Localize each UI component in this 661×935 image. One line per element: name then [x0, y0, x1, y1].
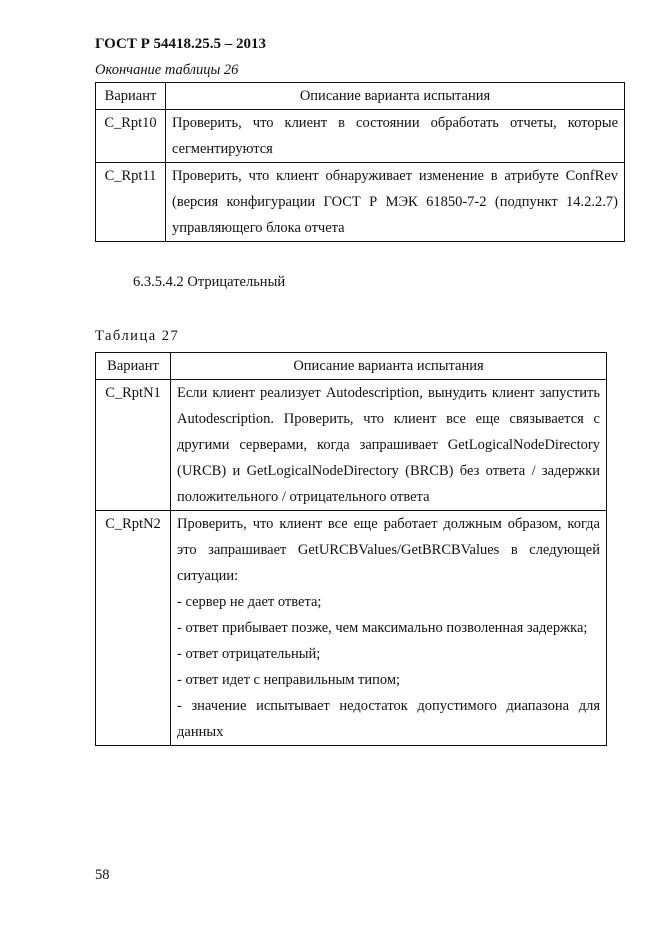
column-header-description: Описание варианта испытания: [166, 83, 625, 110]
section-title: 6.3.5.4.2 Отрицательный: [133, 274, 286, 290]
table-26: [95, 82, 625, 242]
description-cell: [171, 511, 607, 746]
list-item: - сервер не дает ответа;: [177, 594, 322, 610]
variant-cell: C_RptN2: [96, 511, 171, 746]
variant-cell: C_Rpt11: [96, 163, 166, 242]
table-27: [95, 352, 607, 746]
table-row: [96, 380, 607, 511]
column-header-variant: Вариант: [96, 83, 166, 110]
description-cell: Проверить, что клиент обнаруживает изменение в атрибуте ConfRev (версия конфигурации ГОСТ Р МЭК 61850-7-2 (подпункт 14.2.2.7) управляющего блока отчета: [166, 163, 625, 242]
list-item: - ответ прибывает позже, чем максимально позволенная задержка;: [177, 620, 588, 636]
table-continuation-caption: Окончание таблицы 26: [95, 62, 239, 78]
list-item: - значение испытывает недостаток допустимого диапазона для данных: [177, 698, 600, 740]
page-number: 58: [95, 867, 110, 883]
table-row: [96, 110, 625, 163]
column-header-variant: Вариант: [96, 353, 171, 380]
table-header-row: [96, 353, 607, 380]
document-header: ГОСТ Р 54418.25.5 – 2013: [95, 36, 267, 52]
list-item: - ответ отрицательный;: [177, 646, 321, 662]
variant-cell: C_Rpt10: [96, 110, 166, 163]
table-row: [96, 163, 625, 242]
table-caption: Таблица 27: [95, 328, 180, 344]
column-header-description: Описание варианта испытания: [171, 353, 607, 380]
description-cell: Если клиент реализует Autodescription, вынудить клиент запустить Autodescription. Проверить, что клиент все еще связывается с другими серверами, когда запрашивает GetLogicalNodeDirectory (URCB) и GetLogicalNodeDirectory (BRCB) без ответа / задержки положительного / отрицательного ответа: [171, 380, 607, 511]
list-item: - ответ идет с неправильным типом;: [177, 672, 401, 688]
table-row: [96, 511, 607, 746]
variant-cell: C_RptN1: [96, 380, 171, 511]
description-cell: Проверить, что клиент в состоянии обработать отчеты, которые сегментируются: [166, 110, 625, 163]
table-header-row: [96, 83, 625, 110]
description-intro: Проверить, что клиент все еще работает должным образом, когда это запрашивает GetURCBValues/GetBRCBValues в следующей ситуации:: [177, 516, 600, 584]
